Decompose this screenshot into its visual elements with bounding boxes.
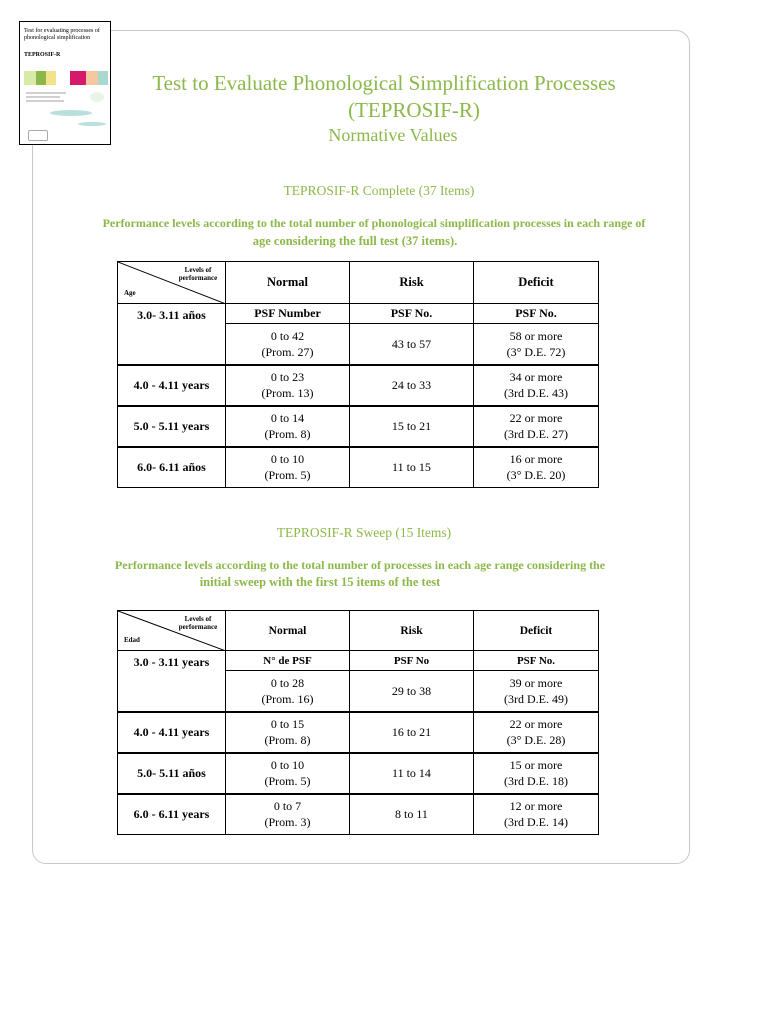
deficit-threshold: 22 or more — [509, 411, 563, 425]
normal-mean: (Prom. 5) — [264, 774, 311, 788]
normal-mean: (Prom. 3) — [264, 815, 311, 830]
deficit-sd: (3° D.E. 28) — [506, 733, 566, 747]
column-header: Normal — [226, 611, 350, 651]
subheader-cell: PSF No. — [350, 304, 474, 324]
corner-age-label: Edad — [124, 636, 140, 644]
section-title-complete: TEPROSIF-R Complete (37 Items) — [283, 183, 475, 198]
risk-cell: 11 to 15 — [350, 447, 474, 488]
normal-cell — [226, 712, 350, 753]
normal-cell — [226, 447, 350, 488]
table-corner-cell — [118, 262, 226, 304]
page-title-acronym: (TEPROSIF-R) — [348, 98, 480, 122]
normal-range: 0 to 15 — [270, 717, 305, 731]
normal-range: 0 to 7 — [273, 799, 302, 814]
normal-range: 0 to 28 — [270, 675, 305, 690]
normal-cell — [226, 671, 350, 712]
age-range-cell: 5.0 - 5.11 years — [118, 406, 226, 447]
subheader-cell: PSF Number — [226, 304, 350, 324]
deficit-cell — [474, 406, 599, 447]
age-range-cell: 6.0 - 6.11 years — [118, 794, 226, 835]
deficit-sd: (3rd D.E. 49) — [504, 691, 568, 706]
deficit-threshold: 22 or more — [509, 717, 563, 731]
normal-mean: (Prom. 13) — [261, 386, 314, 400]
risk-cell: 15 to 21 — [350, 406, 474, 447]
normal-range: 0 to 10 — [270, 758, 305, 772]
column-header: Risk — [350, 262, 474, 304]
subheader-cell: PSF No. — [474, 304, 599, 324]
deficit-cell — [474, 712, 599, 753]
corner-levels-label: Levels of performance — [178, 266, 218, 282]
section-description-line: age considering the full test (37 items). — [252, 234, 458, 248]
normal-mean: (Prom. 8) — [264, 427, 311, 441]
deficit-sd: (3rd D.E. 43) — [504, 386, 568, 400]
age-range-cell: 6.0- 6.11 años — [118, 447, 226, 488]
subheader-cell: PSF No. — [474, 651, 599, 671]
age-range-cell: 5.0- 5.11 años — [118, 753, 226, 794]
normal-mean: (Prom. 27) — [261, 344, 314, 359]
risk-cell: 8 to 11 — [350, 794, 474, 835]
normal-mean: (Prom. 5) — [264, 468, 311, 483]
corner-levels-label: Levels of performance — [178, 615, 218, 631]
deficit-cell — [474, 447, 599, 488]
corner-age-label: Age — [124, 289, 136, 297]
cover-title: Test for evaluating processes of phonological simplification — [24, 28, 100, 41]
section-description-line: Performance levels according to the total number of phonological simplification processes in each range of — [102, 216, 646, 230]
section-title-sweep: TEPROSIF-R Sweep (15 Items) — [276, 525, 452, 540]
normal-range: 0 to 23 — [270, 370, 305, 384]
subheader-cell: N° de PSF — [226, 651, 350, 671]
section-description-line: initial sweep with the first 15 items of the test — [199, 575, 441, 589]
column-header: Risk — [350, 611, 474, 651]
deficit-sd: (3° D.E. 72) — [506, 344, 566, 359]
deficit-sd: (3rd D.E. 18) — [504, 774, 568, 788]
deficit-threshold: 34 or more — [509, 370, 563, 384]
normal-cell — [226, 406, 350, 447]
page-subtitle: Normative Values — [328, 125, 458, 145]
normal-cell — [226, 794, 350, 835]
column-header: Deficit — [474, 262, 599, 304]
age-range-cell: 4.0 - 4.11 years — [118, 712, 226, 753]
deficit-threshold: 15 or more — [509, 758, 563, 772]
table-corner-cell — [118, 611, 226, 651]
deficit-sd: (3° D.E. 20) — [506, 468, 566, 483]
deficit-threshold: 16 or more — [509, 452, 563, 467]
normal-mean: (Prom. 8) — [264, 733, 311, 747]
age-range-cell: 3.0 - 3.11 years — [118, 651, 226, 712]
normal-mean: (Prom. 16) — [261, 691, 314, 706]
deficit-cell — [474, 753, 599, 794]
deficit-threshold: 58 or more — [509, 328, 563, 343]
age-range-cell: 4.0 - 4.11 years — [118, 365, 226, 406]
risk-cell: 16 to 21 — [350, 712, 474, 753]
age-range-cell: 3.0- 3.11 años — [118, 304, 226, 365]
normal-range: 0 to 10 — [270, 452, 305, 467]
normal-range: 0 to 42 — [270, 328, 305, 343]
risk-cell: 29 to 38 — [350, 671, 474, 712]
column-header: Normal — [226, 262, 350, 304]
deficit-cell — [474, 794, 599, 835]
deficit-cell — [474, 324, 599, 365]
subheader-cell: PSF No — [350, 651, 474, 671]
normal-cell — [226, 365, 350, 406]
normative-table-sweep — [117, 610, 599, 835]
page-title: Test to Evaluate Phonological Simplification Processes — [152, 71, 616, 95]
deficit-threshold: 39 or more — [509, 675, 563, 690]
deficit-cell — [474, 365, 599, 406]
deficit-sd: (3rd D.E. 14) — [504, 815, 568, 830]
column-header: Deficit — [474, 611, 599, 651]
cover-code: TEPROSIF-R — [24, 52, 61, 58]
deficit-sd: (3rd D.E. 27) — [504, 427, 568, 441]
risk-cell: 43 to 57 — [350, 324, 474, 365]
normal-cell — [226, 753, 350, 794]
normal-cell — [226, 324, 350, 365]
risk-cell: 11 to 14 — [350, 753, 474, 794]
deficit-threshold: 12 or more — [509, 799, 563, 814]
normal-range: 0 to 14 — [270, 411, 305, 425]
risk-cell: 24 to 33 — [350, 365, 474, 406]
section-description-line: Performance levels according to the total number of processes in each age range considering the — [114, 558, 606, 572]
deficit-cell — [474, 671, 599, 712]
normative-table-complete — [117, 261, 599, 488]
